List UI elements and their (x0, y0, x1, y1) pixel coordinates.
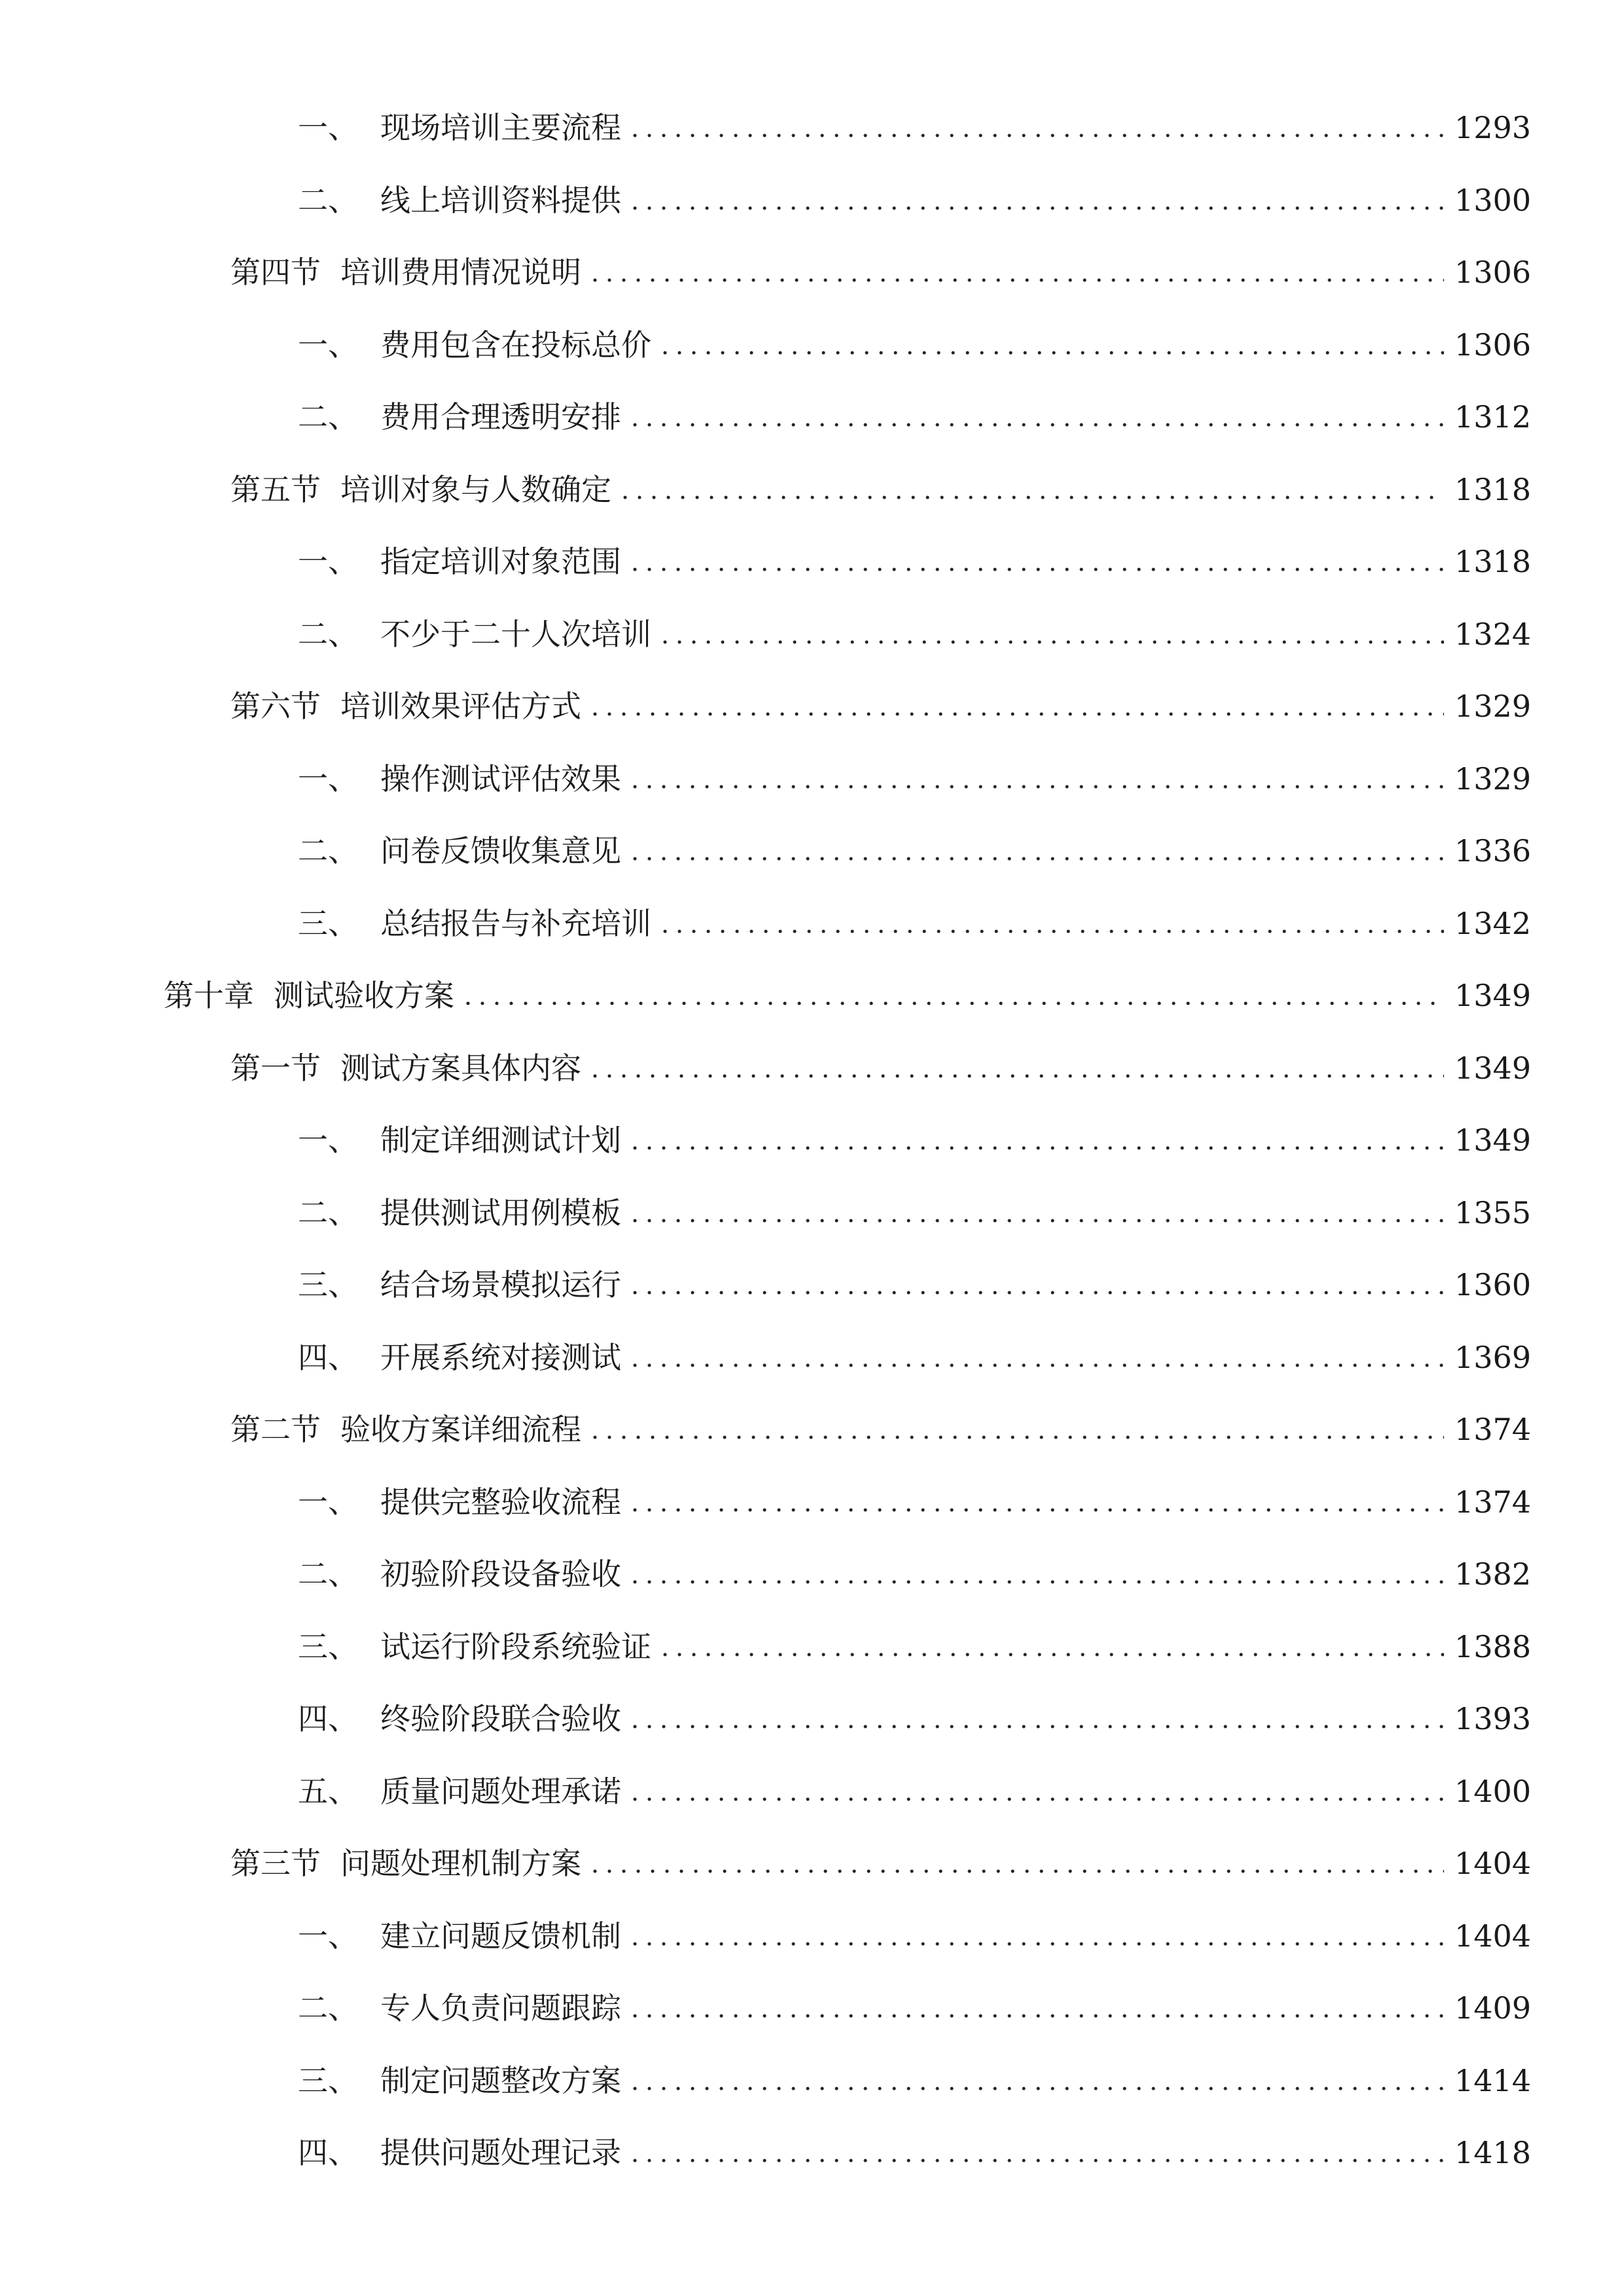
toc-entry-page-number: 1324 (1454, 616, 1531, 652)
toc-entry[interactable] (0, 1466, 1624, 1539)
dot-leader (628, 185, 1444, 215)
dot-leader (628, 1487, 1444, 1517)
toc-entry[interactable] (0, 2117, 1624, 2189)
toc-entry-number: 第四节 (230, 255, 321, 291)
toc-entry-page-number: 1318 (1454, 471, 1531, 507)
toc-entry[interactable] (0, 1611, 1624, 1683)
toc-entry-page-number: 1329 (1454, 689, 1531, 725)
toc-entry[interactable] (0, 236, 1624, 309)
toc-entry-title: 试运行阶段系统验证 (380, 1628, 651, 1664)
toc-entry[interactable] (0, 381, 1624, 454)
toc-entry[interactable] (0, 960, 1624, 1032)
toc-entry-title: 测试验收方案 (274, 978, 454, 1014)
toc-entry-number: 四、 (298, 2135, 358, 2171)
toc-entry-title: 结合场景模拟运行 (380, 1267, 621, 1303)
toc-entry-number: 四、 (298, 1339, 358, 1375)
toc-entry[interactable] (0, 1900, 1624, 1973)
toc-entry-title: 建立问题反馈机制 (380, 1918, 621, 1954)
toc-entry-page-number: 1306 (1454, 255, 1531, 291)
toc-entry-page-number: 1349 (1454, 978, 1531, 1014)
toc-entry-page-number: 1293 (1454, 110, 1531, 146)
toc-entry-number: 二、 (298, 399, 358, 435)
dot-leader (588, 691, 1444, 721)
toc-entry-number: 一、 (298, 327, 358, 363)
dot-leader (588, 1053, 1444, 1083)
toc-entry-number: 第六节 (230, 689, 321, 725)
toc-entry-title: 专人负责问题跟踪 (380, 1990, 621, 2026)
toc-entry[interactable] (0, 92, 1624, 164)
toc-entry-page-number: 1300 (1454, 182, 1531, 218)
toc-entry[interactable] (0, 1538, 1624, 1611)
toc-entry-title: 操作测试评估效果 (380, 761, 621, 797)
dot-leader (588, 1414, 1444, 1444)
toc-entry-title: 测试方案具体内容 (340, 1050, 581, 1086)
toc-entry-page-number: 1336 (1454, 833, 1531, 869)
toc-entry-number: 二、 (298, 833, 358, 869)
dot-leader (628, 1993, 1444, 2023)
toc-entry[interactable] (0, 2045, 1624, 2117)
toc-entry[interactable] (0, 1683, 1624, 1755)
toc-entry[interactable] (0, 1032, 1624, 1105)
dot-leader (628, 113, 1444, 143)
toc-entry[interactable] (0, 454, 1624, 526)
toc-entry-title: 指定培训对象范围 (380, 544, 621, 580)
toc-entry[interactable] (0, 164, 1624, 237)
toc-entry-number: 二、 (298, 1194, 358, 1230)
toc-entry-number: 二、 (298, 182, 358, 218)
toc-entry-page-number: 1355 (1454, 1194, 1531, 1230)
toc-entry[interactable] (0, 815, 1624, 888)
toc-entry-page-number: 1349 (1454, 1050, 1531, 1086)
dot-leader (628, 2066, 1444, 2096)
dot-leader (658, 1632, 1444, 1662)
toc-entry-number: 一、 (298, 761, 358, 797)
dot-leader (628, 1704, 1444, 1734)
dot-leader (628, 1776, 1444, 1806)
toc-entry-page-number: 1312 (1454, 399, 1531, 435)
toc-entry-title: 提供测试用例模板 (380, 1194, 621, 1230)
dot-leader (628, 402, 1444, 432)
toc-entry[interactable] (0, 888, 1624, 960)
toc-entry-number: 一、 (298, 1918, 358, 1954)
dot-leader (588, 257, 1444, 287)
dot-leader (658, 619, 1444, 649)
toc-entry-title: 总结报告与补充培训 (380, 905, 651, 941)
toc-entry-number: 二、 (298, 1556, 358, 1592)
toc-entry-title: 费用合理透明安排 (380, 399, 621, 435)
toc-entry-number: 三、 (298, 1628, 358, 1664)
toc-entry-page-number: 1404 (1454, 1846, 1531, 1882)
toc-entry-title: 线上培训资料提供 (380, 182, 621, 218)
dot-leader (628, 1559, 1444, 1589)
toc-entry-page-number: 1349 (1454, 1122, 1531, 1158)
toc-entry-page-number: 1382 (1454, 1556, 1531, 1592)
toc-entry-title: 验收方案详细流程 (340, 1412, 581, 1448)
toc-entry-number: 三、 (298, 2062, 358, 2098)
dot-leader (658, 908, 1444, 939)
toc-entry[interactable] (0, 598, 1624, 671)
toc-entry-page-number: 1418 (1454, 2135, 1531, 2171)
dot-leader (618, 475, 1444, 505)
toc-entry-page-number: 1400 (1454, 1773, 1531, 1809)
dot-leader (628, 1342, 1444, 1372)
toc-entry[interactable] (0, 1972, 1624, 2045)
toc-entry-page-number: 1306 (1454, 327, 1531, 363)
toc-entry-title: 提供完整验收流程 (380, 1484, 621, 1520)
dot-leader (628, 1921, 1444, 1951)
toc-entry-number: 三、 (298, 1267, 358, 1303)
toc-entry-page-number: 1369 (1454, 1339, 1531, 1375)
toc-entry[interactable] (0, 1249, 1624, 1321)
toc-entry-title: 不少于二十人次培训 (380, 616, 651, 652)
toc-entry-page-number: 1374 (1454, 1484, 1531, 1520)
toc-entry-title: 初验阶段设备验收 (380, 1556, 621, 1592)
toc-entry-title: 制定问题整改方案 (380, 2062, 621, 2098)
dot-leader (658, 330, 1444, 360)
dot-leader (628, 836, 1444, 866)
toc-entry-page-number: 1318 (1454, 544, 1531, 580)
dot-leader (628, 764, 1444, 794)
toc-entry-number: 第一节 (230, 1050, 321, 1086)
toc-entry-number: 第三节 (230, 1846, 321, 1882)
toc-entry[interactable] (0, 670, 1624, 743)
toc-entry-page-number: 1329 (1454, 761, 1531, 797)
dot-leader (628, 1270, 1444, 1300)
table-of-contents (0, 92, 1624, 2189)
toc-entry[interactable] (0, 309, 1624, 382)
toc-entry-number: 第十章 (164, 978, 254, 1014)
dot-leader (628, 547, 1444, 577)
dot-leader (628, 1125, 1444, 1155)
toc-entry-number: 一、 (298, 544, 358, 580)
toc-entry-title: 终验阶段联合验收 (380, 1701, 621, 1737)
toc-entry-number: 一、 (298, 1484, 358, 1520)
toc-entry-page-number: 1393 (1454, 1701, 1531, 1737)
toc-entry-number: 一、 (298, 1122, 358, 1158)
toc-entry[interactable] (0, 1755, 1624, 1828)
dot-leader (461, 980, 1444, 1011)
toc-entry-title: 培训费用情况说明 (340, 255, 581, 291)
toc-entry-number: 二、 (298, 616, 358, 652)
toc-entry-title: 费用包含在投标总价 (380, 327, 651, 363)
toc-entry[interactable] (0, 1321, 1624, 1394)
toc-entry-number: 一、 (298, 110, 358, 146)
dot-leader (628, 2138, 1444, 2168)
toc-entry-number: 第五节 (230, 471, 321, 507)
toc-entry-title: 培训对象与人数确定 (340, 471, 611, 507)
toc-entry-page-number: 1360 (1454, 1267, 1531, 1303)
toc-entry-title: 问题处理机制方案 (340, 1846, 581, 1882)
toc-entry-page-number: 1388 (1454, 1628, 1531, 1664)
toc-entry-page-number: 1404 (1454, 1918, 1531, 1954)
toc-entry-number: 四、 (298, 1701, 358, 1737)
toc-entry-title: 问卷反馈收集意见 (380, 833, 621, 869)
toc-entry-page-number: 1374 (1454, 1412, 1531, 1448)
toc-entry[interactable] (0, 1827, 1624, 1900)
toc-entry-title: 提供问题处理记录 (380, 2135, 621, 2171)
toc-entry-number: 第二节 (230, 1412, 321, 1448)
toc-entry[interactable] (0, 1393, 1624, 1466)
toc-entry[interactable] (0, 1177, 1624, 1249)
toc-entry[interactable] (0, 1104, 1624, 1177)
toc-entry-title: 培训效果评估方式 (340, 689, 581, 725)
toc-entry-number: 三、 (298, 905, 358, 941)
toc-entry-title: 制定详细测试计划 (380, 1122, 621, 1158)
toc-entry[interactable] (0, 526, 1624, 598)
dot-leader (628, 1198, 1444, 1228)
dot-leader (588, 1848, 1444, 1878)
toc-entry[interactable] (0, 743, 1624, 816)
toc-entry-number: 五、 (298, 1773, 358, 1809)
toc-entry-title: 开展系统对接测试 (380, 1339, 621, 1375)
toc-entry-number: 二、 (298, 1990, 358, 2026)
toc-entry-page-number: 1342 (1454, 905, 1531, 941)
toc-entry-title: 质量问题处理承诺 (380, 1773, 621, 1809)
toc-entry-page-number: 1409 (1454, 1990, 1531, 2026)
toc-entry-title: 现场培训主要流程 (380, 110, 621, 146)
toc-entry-page-number: 1414 (1454, 2062, 1531, 2098)
